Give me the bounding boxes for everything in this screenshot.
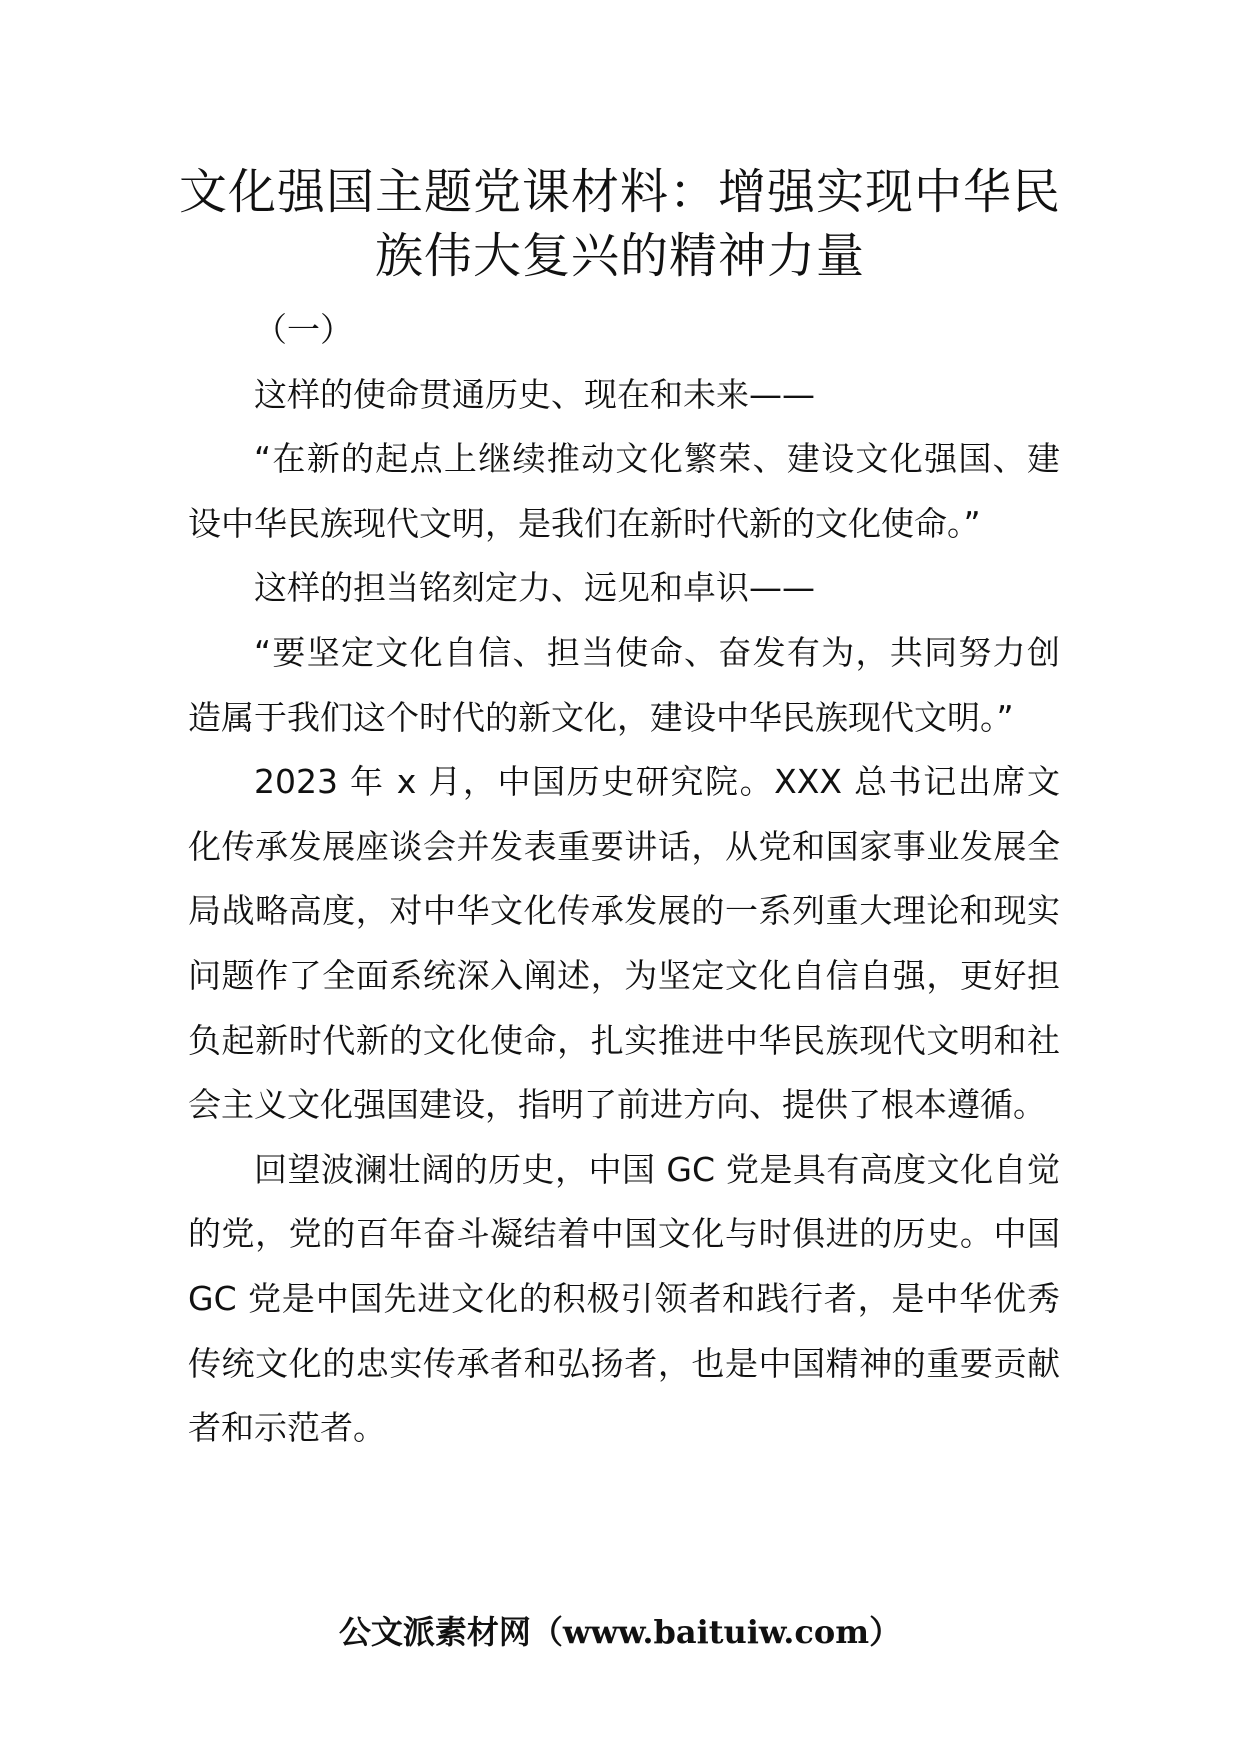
title-line-1: 文化强国主题党课材料：增强实现中华民	[178, 164, 1061, 220]
document-title	[160, 160, 1080, 288]
paragraph: 2023 年 x 月，中国历史研究院。XXX 总书记出席文化传承发展座谈会并发表重要讲话，从党和国家事业发展全局战略高度，对中华文化传承发展的一系列重大理论和现实问题作了全面系统深入阐述，为坚定文化自信自强，更好担负起新时代新的文化使命，扎实推进中华民族现代文明和社会主义文化强国建设，指明了前进方向、提供了根本遵循。	[188, 762, 1060, 1125]
section-number: （一）	[254, 310, 353, 349]
paragraph: 这样的使命贯通历史、现在和未来——	[254, 374, 815, 414]
paragraph: “在新的起点上继续推动文化繁荣、建设文化强国、建设中华民族现代文明，是我们在新时代新的文化使命。”	[188, 439, 1060, 543]
paragraph: 这样的担当铭刻定力、远见和卓识——	[254, 568, 815, 608]
title-line-2: 族伟大复兴的精神力量	[374, 228, 865, 284]
footer-source: 公文派素材网（www.baituiw.com）	[338, 1613, 902, 1651]
document-body	[188, 298, 1060, 1461]
paragraph: “要坚定文化自信、担当使命、奋发有为，共同努力创造属于我们这个时代的新文化，建设中华民族现代文明。”	[188, 632, 1060, 737]
paragraph: 回望波澜壮阔的历史，中国 GC 党是具有高度文化自觉的党，党的百年奋斗凝结着中国文化与时俱进的历史。中国 GC 党是中国先进文化的积极引领者和践行者，是中华优秀传统文化的忠实传承者和弘扬者，也是中国精神的重要贡献者和示范者。	[188, 1149, 1060, 1448]
